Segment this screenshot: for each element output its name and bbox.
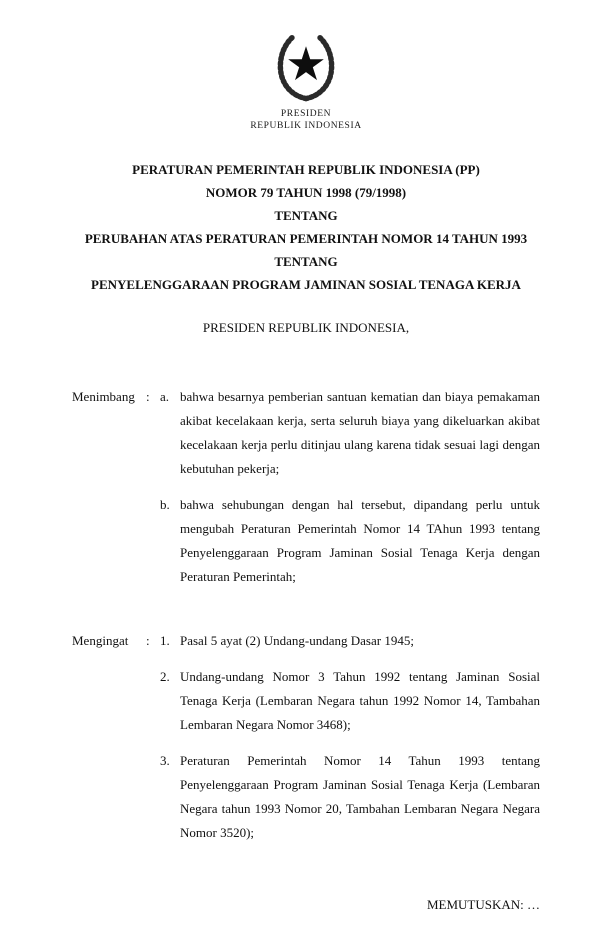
title-line-5: TENTANG: [274, 254, 338, 269]
title-line-1: PERATURAN PEMERINTAH REPUBLIK INDONESIA (PP): [132, 162, 480, 177]
clause-row: [72, 629, 540, 653]
preamble-line: PRESIDEN REPUBLIK INDONESIA,: [202, 320, 410, 335]
clause-text-2: Undang-undang Nomor 3 Tahun 1992 tentang Jaminan Sosial Tenaga Kerja (Lembaran Negara tahun 1992 Nomor 14, Tambahan Lembaran Negara Nomor 3468);: [180, 669, 540, 732]
clause-marker-a: a.: [160, 389, 170, 404]
clause-text-b: bahwa sehubungan dengan hal tersebut, dipandang perlu untuk mengubah Peraturan Pemerintah Nomor 14 TAhun 1993 tentang Penyelenggaraan Program Jaminan Sosial Tenaga Kerja dengan Peraturan Pemerintah;: [180, 497, 540, 584]
section-mengingat: [72, 629, 540, 845]
clause-text-3: Peraturan Pemerintah Nomor 14 Tahun 1993 tentang Penyelenggaraan Program Jaminan Sosial Tenaga Kerja (Lembaran Negara tahun 1993 Nomor 20, Tambahan Lembaran Negara Negara Nomor 3520);: [180, 753, 540, 840]
presidential-seal-icon: [267, 26, 345, 104]
title-line-4: PERUBAHAN ATAS PERATURAN PEMERINTAH NOMOR 14 TAHUN 1993: [84, 231, 528, 246]
document-title: [72, 158, 540, 296]
clause-marker-b: b.: [160, 497, 170, 512]
clause-marker-2: 2.: [160, 669, 170, 684]
clause-row: [72, 385, 540, 481]
clause-text-1: Pasal 5 ayat (2) Undang-undang Dasar 1945;: [180, 633, 414, 648]
clause-row: [72, 493, 540, 589]
seal-caption-presiden: PRESIDEN: [280, 109, 332, 119]
clause-marker-1: 1.: [160, 633, 170, 648]
title-line-2: NOMOR 79 TAHUN 1998 (79/1998): [205, 185, 407, 200]
clause-row: [72, 665, 540, 737]
presidential-seal: [72, 26, 540, 132]
clause-marker-3: 3.: [160, 753, 170, 768]
title-line-3: TENTANG: [274, 208, 338, 223]
clause-row: [72, 749, 540, 845]
section-label-mengingat: Mengingat: [72, 633, 129, 648]
section-separator: :: [146, 633, 150, 648]
section-menimbang: [72, 385, 540, 589]
section-label-menimbang: Menimbang: [72, 389, 135, 404]
clause-text-a: bahwa besarnya pemberian santuan kematian dan biaya pemakaman akibat kecelakaan kerja, serta seluruh biaya yang dikeluarkan akibat kecelakaan kerja perlu ditinjau ulang karena tidak sesuai lagi dengan kebutuhan pekerja;: [180, 389, 540, 476]
title-line-6: PENYELENGGARAAN PROGRAM JAMINAN SOSIAL TENAGA KERJA: [91, 277, 521, 292]
memutuskan-line: MEMUTUSKAN: …: [426, 897, 540, 912]
section-separator: :: [146, 389, 150, 404]
seal-caption-republik-indonesia: REPUBLIK INDONESIA: [250, 121, 362, 131]
